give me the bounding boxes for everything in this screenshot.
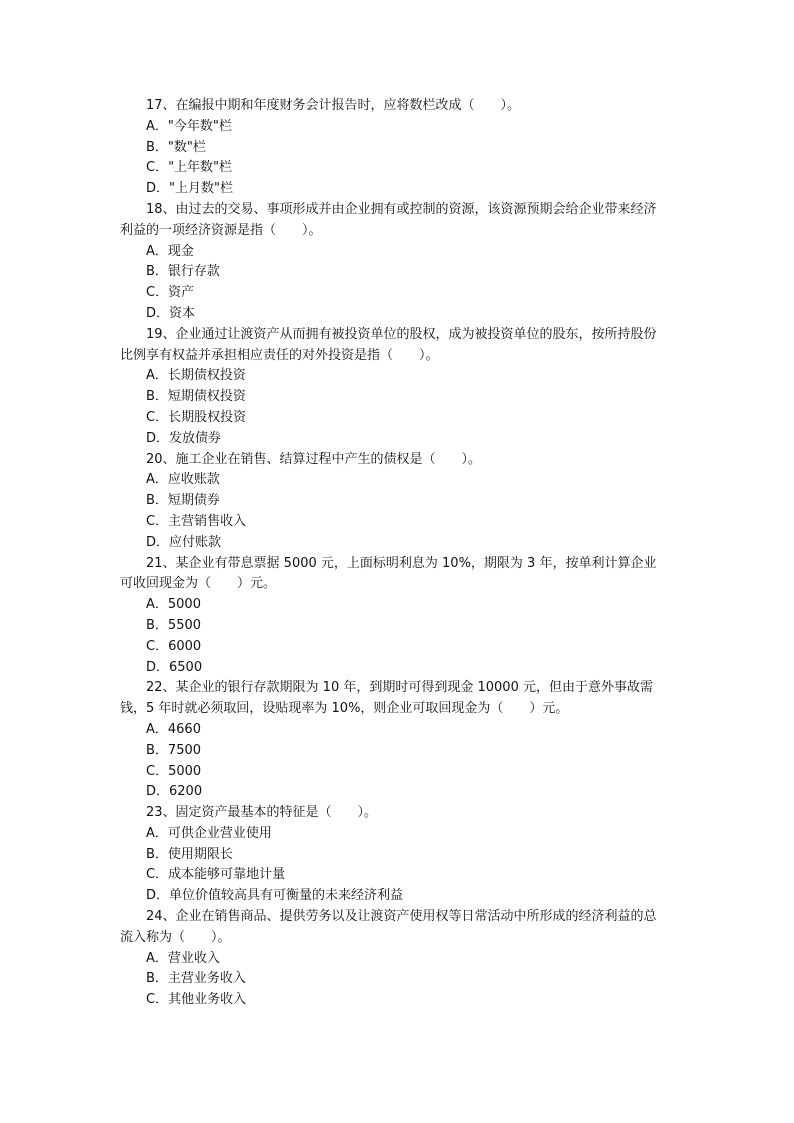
option-list bbox=[120, 242, 668, 325]
option-d: D．单位价值较高具有可衡量的未来经济利益 bbox=[146, 888, 404, 904]
option-c: C．其他业务收入 bbox=[146, 992, 247, 1008]
question-stem: 23、固定资产最基本的特征是（ ）。 bbox=[146, 805, 378, 821]
option-a: A．5000 bbox=[146, 597, 201, 613]
option-d: D．发放债券 bbox=[146, 430, 222, 446]
option-list bbox=[120, 595, 668, 678]
option-d: D．应付账款 bbox=[146, 534, 222, 550]
option-list bbox=[120, 470, 668, 553]
option-a: A．现金 bbox=[146, 243, 194, 259]
option-d: D．资本 bbox=[146, 305, 196, 321]
question-stem: 21、某企业有带息票据 5000 元，上面标明利息为 10%，期限为 3 年，按单利计算企业可收回现金为（ ）元。 bbox=[120, 555, 657, 592]
option-a: A．4660 bbox=[146, 721, 201, 737]
question-stem: 24、企业在销售商品、提供劳务以及让渡资产使用权等日常活动中所形成的经济利益的总流入称为（ ）。 bbox=[120, 909, 657, 945]
option-c: C．主营销售收入 bbox=[146, 513, 247, 529]
option-b: B．5500 bbox=[146, 617, 202, 633]
question-stem: 18、由过去的交易、事项形成并由企业拥有或控制的资源，该资源预期会给企业带来经济利益的一项经济资源是指（ ）。 bbox=[120, 201, 657, 238]
question-stem: 17、在编报中期和年度财务会计报告时，应将数栏改成（ ）。 bbox=[146, 98, 521, 113]
option-list bbox=[120, 824, 668, 907]
exam-page bbox=[120, 96, 668, 1011]
option-a: A．营业收入 bbox=[146, 950, 220, 966]
option-a: A．可供企业营业使用 bbox=[146, 825, 272, 841]
option-a: A．长期债权投资 bbox=[146, 368, 246, 384]
option-b: B．短期债权投资 bbox=[146, 389, 246, 405]
option-list bbox=[120, 117, 668, 200]
option-b: B．银行存款 bbox=[146, 264, 220, 280]
option-list bbox=[120, 949, 668, 1011]
option-c: C．6000 bbox=[146, 638, 202, 654]
question-24 bbox=[120, 907, 668, 1011]
option-list bbox=[120, 720, 668, 803]
option-a: A．应收账款 bbox=[146, 472, 220, 488]
question-23 bbox=[120, 803, 668, 907]
option-c: C．长期股权投资 bbox=[146, 409, 247, 425]
option-c: C．资产 bbox=[146, 285, 195, 301]
option-c: C．5000 bbox=[146, 763, 202, 779]
question-20 bbox=[120, 450, 668, 554]
option-c: C．成本能够可靠地计量 bbox=[146, 867, 286, 883]
option-b: B．"数"栏 bbox=[146, 139, 206, 155]
question-stem: 19、企业通过让渡资产从而拥有被投资单位的股权，成为被投资单位的股东，按所持股份比例享有权益并承担相应责任的对外投资是指（ ）。 bbox=[120, 326, 657, 363]
question-19 bbox=[120, 325, 668, 450]
option-a: A．"今年数"栏 bbox=[146, 118, 232, 134]
option-b: B．使用期限长 bbox=[146, 846, 233, 862]
question-21 bbox=[120, 554, 668, 679]
option-b: B．短期债券 bbox=[146, 493, 220, 509]
option-d: D．"上月数"栏 bbox=[146, 181, 233, 197]
question-stem: 20、施工企业在销售、结算过程中产生的债权是（ ）。 bbox=[146, 451, 482, 467]
question-18 bbox=[120, 200, 668, 325]
question-17 bbox=[120, 96, 668, 200]
option-list bbox=[120, 366, 668, 449]
option-b: B．主营业务收入 bbox=[146, 971, 246, 987]
option-c: C．"上年数"栏 bbox=[146, 160, 233, 176]
option-b: B．7500 bbox=[146, 742, 202, 758]
option-d: D．6500 bbox=[146, 659, 203, 675]
question-stem: 22、某企业的银行存款期限为 10 年，到期时可得到现金 10000 元，但由于意外事故需钱，5 年时就必须取回，设贴现率为 10%，则企业可取回现金为（ ）元。 bbox=[120, 680, 653, 717]
question-22 bbox=[120, 678, 668, 803]
option-d: D．6200 bbox=[146, 784, 203, 800]
